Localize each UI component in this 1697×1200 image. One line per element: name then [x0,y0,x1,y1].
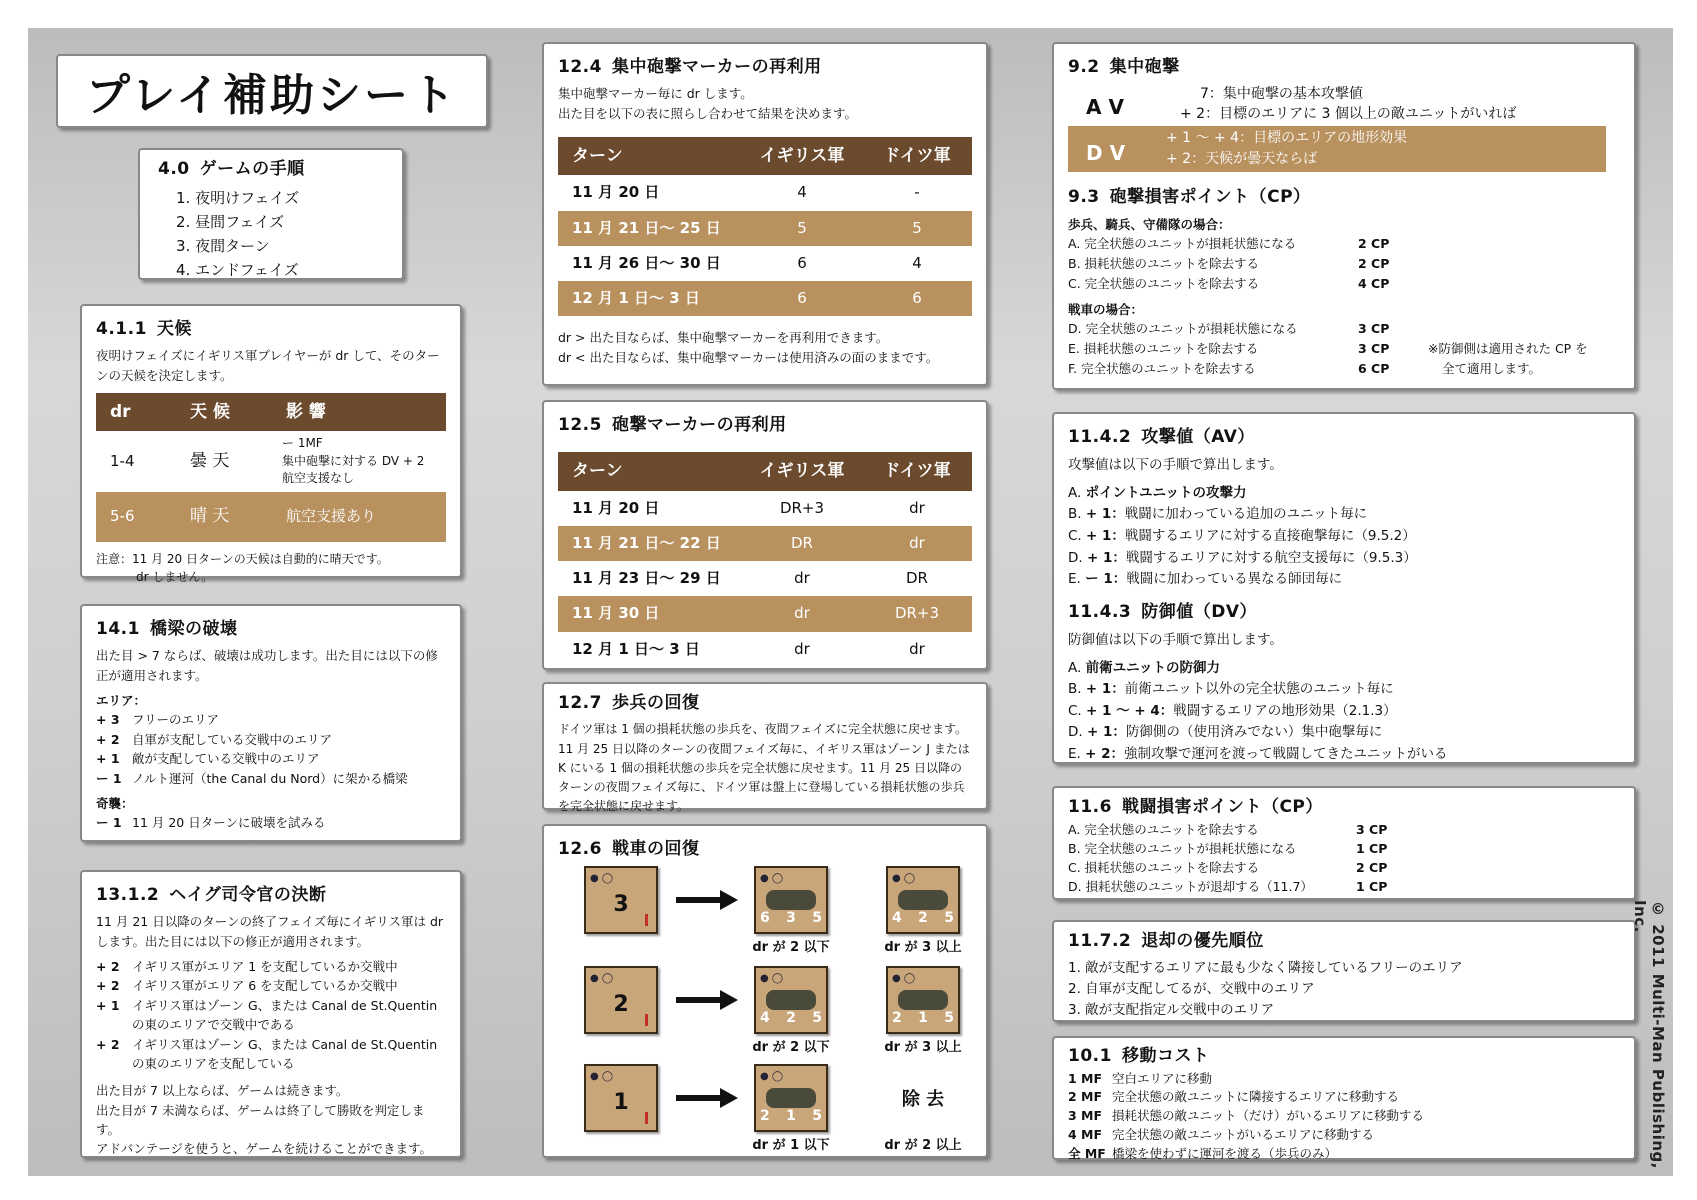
section-13-1-2: 13.1.2 ヘイグ司令官の決断 11 月 21 日以降のターンの終了フェイズ毎にイギリス軍は dr します。出た目には以下の修正が適用されます。 + 2 イギリス軍がエリア 1 を支配しているか交戦中 + 2 イギリス軍がエリア 6 を支配しているか交戦中 + 1 イギリス軍はゾーン G、または Canal de St.Quentin の東のエリアで交戦中である + 2 イギリス軍はゾーン G、または Canal de St.Quentin の東のエリアを支配している 出た目が 7 以上ならば、ゲームは続きます。 出た目が 7 未満ならば、ゲームは終了して勝敗を判定します。 アドバンテージを使うと、ゲームを続けることができます。 [80,870,462,1158]
table-row: 11 月 23 日〜 29 日 dr DR [572,569,928,588]
tank-counter: ● ◯ 6 3 5 [754,866,828,934]
section-intro: 夜明けフェイズにイギリス軍プレイヤーが dr して、そのターンの天候を決定します。 [96,348,440,383]
arrow-right-icon [676,1088,738,1108]
list-item: 3. 夜間ターン [176,237,270,256]
section-12-7: 12.7 歩兵の回復 ドイツ軍は 1 個の損耗状態の歩兵を、夜間フェイズに完全状態に戻せます。11 月 25 日以降のターンの夜間フェイズ毎に、イギリス軍はゾーン J または K にいる 1 個の損耗状態の歩兵を完全状態に戻せます。11 月 25 日以降のターンの夜間フェイズ毎に、ドイツ軍は盤上に登場している損耗状態の歩兵を完全状態に戻せます。 [542,682,988,810]
caption: dr が 3 以上 [884,1040,962,1055]
list-item: 4. エンドフェイズ [176,261,299,280]
dv-band: D V + 1 〜 + 4：目標のエリアの地形効果 + 2：天候が曇天ならば [1068,126,1606,172]
list-item: + 2 自軍が支配している交戦中のエリア [96,731,333,747]
list-item: C. + 1：戦闘するエリアに対する直接砲撃毎に（9.5.2） [1068,527,1416,544]
section-11-4: 11.4.2 攻撃値（AV） 攻撃値は以下の手順で算出します。 A. ポイントユニットの攻撃力 B. + 1：戦闘に加わっている追加のユニット毎に C. + 1：戦闘するエリアに対する直接砲撃毎に（9.5.2） D. + 1：戦闘するエリアに対する航空支援毎に（9.5.3） E. ー 1：戦闘に加わっている異なる師団毎に 11.4.3 防御値（DV） 防御値は以下の手順で算出します。 A. 前衛ユニットの防御力 B. + 1：前衛ユニット以外の完全状態のユニット毎に C. + 1 〜 + 4：戦闘するエリアの地形効果（2.1.3） D. + 1：防御側の（使用済みでない）集中砲撃毎に E. + 2：強制攻撃で運河を渡って戦闘してきたユニットがいる [1052,412,1636,764]
list-item: 1. 敵が支配するエリアに最も少なく隣接しているフリーのエリア [1068,960,1463,977]
list-item: D. + 1：防御側の（使用済みでない）集中砲撃毎に [1068,724,1383,741]
tank-marker: ● ◯ 2 [584,966,658,1034]
caption: dr が 2 以上 [884,1138,962,1153]
list-item: F. 完全状態のユニットを除去する 6 CP 全て適用します。 [1068,361,1542,377]
list-item: + 1 イギリス軍はゾーン G、または Canal de St.Quentin の東のエリアで交戦中である [96,997,438,1033]
section-12-6: 12.6 戦車の回復 ● ◯ 3 ● ◯ 6 3 5 dr が 2 以下 ● ◯ 4 2 5 dr が 3 以上 ● ◯ 2 ● ◯ 4 2 5 dr が 2 以下 ● ◯ 2 1 5 dr が 3 以上 ● ◯ 1 ● ◯ 2 1 5 dr が 1 以下 除 去 dr が 2 以上 [542,824,988,1158]
list-item: 3 MF 損耗状態の敵ユニット（だけ）がいるエリアに移動する [1068,1108,1425,1123]
section-4-1-1: 4.1.1 天候 夜明けフェイズにイギリス軍プレイヤーが dr して、そのターンの天候を決定します。 dr 天 候 影 響 1-4 曇 天 ー 1MF 集中砲撃に対する DV + 2 航空支援なし 5-6 晴 天 航空支援あり 注意：11 月 20 日ターンの天候は自動的に晴天です。 dr しません。 [80,304,462,578]
table-row: 12 月 1 日〜 3 日 dr dr [572,639,925,658]
section-heading: 4.0 ゲームの手順 [158,159,305,179]
list-item: B. 完全状態のユニットが損耗状態になる 1 CP [1068,841,1388,857]
tank-recovery-diagram [544,866,984,1156]
table-row: 12 月 1 日〜 3 日 6 6 [558,281,972,316]
bombardment-reuse-table: ターン イギリス軍 ドイツ軍 11 月 20 日 DR+3 dr 11 月 21 日〜 22 日 DR dr 11 月 23 日〜 29 日 dr DR 11 月 30 日 dr DR+3 12 月 1 日〜 3 日 dr dr [558,452,972,667]
list-item: + 2 イギリス軍がエリア 1 を支配しているか交戦中 [96,959,398,975]
list-item: E. + 2：強制攻撃で運河を渡って戦闘してきたユニットがいる [1068,745,1448,762]
list-item: + 1 敵が支配している交戦中のエリア [96,751,320,767]
list-item: B. 損耗状態のユニットを除去する 2 CP [1068,256,1390,272]
list-item: 2. 昼間フェイズ [176,213,285,232]
list-item: D. + 1：戦闘するエリアに対する航空支援毎に（9.5.3） [1068,549,1417,566]
caption: dr が 1 以下 [752,1138,830,1153]
list-item: 3. 敵が支配指定ル交戦中のエリア [1068,1002,1275,1019]
list-item: E. 損耗状態のユニットを除去する 3 CP ※防御側は適用された CP を [1068,341,1588,357]
tank-marker: ● ◯ 1 [584,1064,658,1132]
list-item: + 2 イギリス軍はゾーン G、または Canal de St.Quentin の東のエリアを支配している [96,1036,438,1071]
table-row: 11 月 20 日 4 - [572,183,920,202]
tank-counter: ● ◯ 2 1 5 [754,1064,828,1132]
section-12-4: 12.4 集中砲撃マーカーの再利用 集中砲撃マーカー毎に dr します。 出た目を以下の表に照らし合わせて結果を決めます。 ターン イギリス軍 ドイツ軍 11 月 20 日 4 - 11 月 21 日〜 25 日 5 5 11 月 26 日〜 30 日 6 4 12 月 1 日〜 3 日 6 6 dr > 出た目ならば、集中砲撃マーカーを再利用できます。 dr < 出た目ならば、集中砲撃マーカーは使用済みの面のままです。 [542,42,988,386]
section-10-1: 10.1 移動コスト 1 MF 空白エリアに移動 2 MF 完全状態の敵ユニットに隣接するエリアに移動する 3 MF 損耗状態の敵ユニット（だけ）がいるエリアに移動する 4 MF 完全状態の敵ユニットがいるエリアに移動する 全 MF 橋梁を使わずに運河を渡る（歩兵のみ） [1052,1036,1636,1160]
list-item: C. 損耗状態のユニットを除去する 2 CP [1068,860,1388,876]
copyright: © 2011 Multi-Man Publishing, Inc. [1631,900,1667,1169]
list-item: C. 完全状態のユニットを除去する 4 CP [1068,276,1390,292]
tank-counter: ● ◯ 2 1 5 [886,966,960,1034]
list-item: D. 損耗状態のユニットが退却する（11.7） 1 CP [1068,879,1388,895]
section-11-7-2: 11.7.2 退却の優先順位 1. 敵が支配するエリアに最も少なく隣接しているフリーのエリア 2. 自軍が支配してるが、交戦中のエリア 3. 敵が支配指定ル交戦中のエリア [1052,920,1636,1022]
list-item: 2 MF 完全状態の敵ユニットに隣接するエリアに移動する [1068,1089,1400,1105]
caption: dr が 2 以下 [752,940,830,955]
barrage-reuse-table: ターン イギリス軍 ドイツ軍 11 月 20 日 4 - 11 月 21 日〜 25 日 5 5 11 月 26 日〜 30 日 6 4 12 月 1 日〜 3 日 6 6 [558,137,972,316]
caption: dr が 3 以上 [884,940,962,955]
section-12-5: 12.5 砲撃マーカーの再利用 ターン イギリス軍 ドイツ軍 11 月 20 日 DR+3 dr 11 月 21 日〜 22 日 DR dr 11 月 23 日〜 29 日 dr DR 11 月 30 日 dr DR+3 12 月 1 日〜 3 日 dr dr [542,400,988,670]
list-item: + 2 イギリス軍がエリア 6 を支配しているか交戦中 [96,978,398,994]
tank-marker: ● ◯ 3 [584,866,658,934]
list-item: 2. 自軍が支配してるが、交戦中のエリア [1068,981,1315,998]
list-item: A. 完全状態のユニットが損耗状態になる 2 CP [1068,236,1390,252]
list-item: ー 1 11 月 20 日ターンに破壊を試みる [96,815,326,831]
list-item: C. + 1 〜 + 4：戦闘するエリアの地形効果（2.1.3） [1068,702,1397,719]
list-item: D. 完全状態のユニットが損耗状態になる 3 CP [1068,321,1390,337]
table-row: 11 月 30 日 dr DR+3 [558,596,972,631]
tank-counter: ● ◯ 4 2 5 [886,866,960,934]
tank-counter: ● ◯ 4 2 5 [754,966,828,1034]
arrow-right-icon [676,990,738,1010]
list-item: A. ポイントユニットの攻撃力 [1068,484,1247,501]
list-item: 4 MF 完全状態の敵ユニットがいるエリアに移動する [1068,1126,1375,1142]
table-row: 11 月 26 日〜 30 日 6 4 [572,253,922,272]
list-item: B. + 1：戦闘に加わっている追加のユニット毎に [1068,506,1368,523]
list-item: A. 前衛ユニットの防御力 [1068,659,1221,676]
list-item: A. 完全状態のユニットを除去する 3 CP [1068,822,1388,838]
section-11-6: 11.6 戦闘損害ポイント（CP） A. 完全状態のユニットを除去する 3 CP B. 完全状態のユニットが損耗状態になる 1 CP C. 損耗状態のユニットを除去する 2 CP D. 損耗状態のユニットが退却する（11.7） 1 CP [1052,786,1636,900]
list-item: B. + 1：前衛ユニット以外の完全状態のユニット毎に [1068,681,1394,698]
list-item: 1 MF 空白エリアに移動 [1068,1070,1213,1086]
table-row: 11 月 21 日〜 22 日 DR dr [558,526,972,561]
arrow-right-icon [676,890,738,910]
list-item: E. ー 1：戦闘に加わっている異なる師団毎に [1068,571,1343,588]
eliminated-label: 除 去 [901,1089,945,1110]
list-item: ー 1 ノルト運河（the Canal du Nord）に架かる橋梁 [96,770,408,786]
section-14-1: 14.1 橋梁の破壊 出た目 > 7 ならば、破壊は成功します。出た目には以下の修正が適用されます。 エリア： + 3 フリーのエリア + 2 自軍が支配している交戦中のエリア + 1 敵が支配している交戦中のエリア ー 1 ノルト運河（the Canal du Nord）に架かる橋梁 奇襲： ー 1 11 月 20 日ターンに破壊を試みる [80,604,462,842]
weather-table: dr 天 候 影 響 1-4 曇 天 ー 1MF 集中砲撃に対する DV + 2 航空支援なし 5-6 晴 天 航空支援あり [96,393,446,542]
caption: dr が 2 以下 [752,1040,830,1055]
list-item: 1. 夜明けフェイズ [176,189,300,208]
list-item: 全 MF 橋梁を使わずに運河を渡る（歩兵のみ） [1068,1145,1338,1161]
section-9-2-9-3: 9.2 集中砲撃 A V 7：集中砲撃の基本攻撃値 + 2：目標のエリアに 3 個以上の敵ユニットがいれば D V + 1 〜 + 4：目標のエリアの地形効果 + 2：天候が曇天ならば 9.3 砲撃損害ポイント（CP） 歩兵、騎兵、守備隊の場合： A. 完全状態のユニットが損耗状態になる 2 CP B. 損耗状態のユニットを除去する 2 CP C. 完全状態のユニットを除去する 4 CP 戦車の場合： D. 完全状態のユニットが損耗状態になる 3 CP E. 損耗状態のユニットを除去する 3 CP ※防御側は適用された CP を F. 完全状態のユニットを除去する 6 CP 全て適用します。 [1052,42,1636,390]
page-title: プレイ補助シート [56,54,488,128]
table-row: 5-6 晴 天 航空支援あり [96,492,446,542]
section-4-0 [138,148,404,280]
list-item: + 3 フリーのエリア [96,712,220,728]
table-row: 1-4 曇 天 ー 1MF 集中砲撃に対する DV + 2 航空支援なし [110,436,425,486]
table-row: 11 月 21 日〜 25 日 5 5 [558,211,972,246]
table-row: 11 月 20 日 DR+3 dr [572,498,925,517]
